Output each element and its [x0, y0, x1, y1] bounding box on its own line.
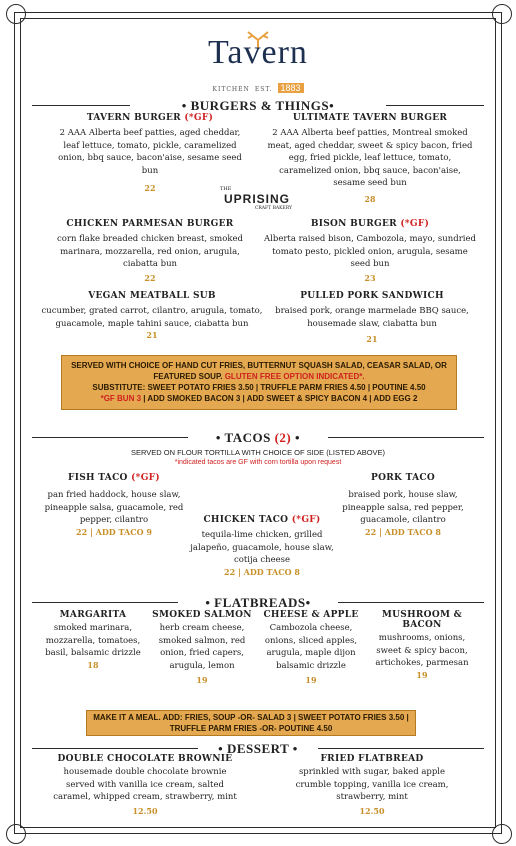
- corner-ornament: [492, 824, 512, 844]
- section-title-flatbreads: • FLATBREADS•: [178, 595, 338, 611]
- menu-item-vegan-sub: VEGAN MEATBALL SUB cucumber, grated carrot, cilantro, arugula, tomato, guacamole, maple tahini sauce, ciabatta bun 21: [41, 291, 263, 340]
- logo: [180, 30, 336, 95]
- corner-ornament: [6, 4, 26, 24]
- tacos-served-note: SERVED ON FLOUR TORTILLA WITH CHOICE OF SIDE (LISTED ABOVE): [130, 448, 386, 457]
- make-it-a-meal-band: MAKE IT A MEAL. ADD: FRIES, SOUP -OR- SALAD 3 | SWEET POTATO FRIES 3.50 | TRUFFLE PARM FRIES -OR- POUTINE 4.50: [86, 710, 416, 736]
- burgers-sides-band: SERVED WITH CHOICE OF HAND CUT FRIES, BUTTERNUT SQUASH SALAD, CEASAR SALAD, OR FEATURED SOUP. GLUTEN FREE OPTION INDICATED*. SUBSTITUTE: SWEET POTATO FRIES 3.50 | TRUFFLE PARM FRIES 4.50 | POUTINE 4.50 *GF BUN 3 | ADD SMOKED BACON 3 | ADD SWEET & SPICY BACON 4 | ADD EGG 2: [61, 355, 457, 410]
- uprising-logo: THE UPRISING CRAFT BAKERY: [220, 186, 292, 211]
- menu-item-pulled-pork: PULLED PORK SANDWICH braised pork, orange marmelade BBQ sauce, housemade slaw, ciabatta bun 21: [275, 291, 469, 344]
- logo-wordmark: Tavern: [208, 34, 308, 71]
- menu-item-smoked-salmon: SMOKED SALMON herb cream cheese, smoked salmon, red onion, fried capers, arugula, lemon 19: [152, 610, 252, 685]
- menu-item-fried-flatbread: FRIED FLATBREAD sprinkled with sugar, baked apple crumble topping, vanilla ice cream, strawberry, mint 12.50: [295, 754, 449, 816]
- section-title-burgers: • BURGERS & THINGS•: [130, 98, 386, 114]
- menu-item-fish-taco: FISH TACO (*GF) pan fried haddock, house slaw, pineapple salsa, guacamole, red pepper, cilantro 22 | ADD TACO 9: [44, 473, 184, 537]
- menu-item-mushroom-bacon: MUSHROOM & BACON mushrooms, onions, sweet & spicy bacon, artichokes, parmesan 19: [375, 610, 469, 680]
- menu-item-brownie: DOUBLE CHOCOLATE BROWNIE housemade double chocolate brownie served with vanilla ice cream, salted caramel, whipped cream, strawberry, mint 12.50: [53, 754, 237, 816]
- logo-est: EST.: [254, 86, 273, 93]
- menu-item-bison-burger: BISON BURGER (*GF) Alberta raised bison, Cambozola, mayo, sundried tomato pesto, pickled onion, arugula, sesame seed bun 23: [264, 219, 476, 283]
- menu-item-ultimate-burger: ULTIMATE TAVERN BURGER 2 AAA Alberta beef patties, Montreal smoked meat, aged cheddar, sweet & spicy bacon, fried egg, fried pickle, leaf lettuce, tomato, caramelized onion, bbq sauce, bacon'aise, sesame seed bun 28: [267, 113, 473, 204]
- corner-ornament: [492, 4, 512, 24]
- corner-ornament: [6, 824, 26, 844]
- section-title-dessert: • DESSERT •: [198, 741, 318, 757]
- menu-item-tavern-burger: TAVERN BURGER (*GF) 2 AAA Alberta beef patties, aged cheddar, leaf lettuce, tomato, pickle, caramelized onion, bbq sauce, bacon'aise, sesame seed bun 22: [58, 113, 242, 193]
- section-title-tacos: • TACOS (2) •: [188, 430, 328, 446]
- menu-item-cheese-apple: CHEESE & APPLE Cambozola cheese, onions, sliced apples, arugula, maple dijon balsamic drizzle 19: [263, 610, 359, 685]
- menu-item-chicken-burger: CHICKEN PARMESAN BURGER corn flake breaded chicken breast, smoked marinara, mozzarella, red onion, arugula, ciabatta bun 22: [57, 219, 243, 283]
- menu-item-chicken-taco: CHICKEN TACO (*GF) tequila-lime chicken, grilled jalapeño, guacamole, house slaw, cotija cheese 22 | ADD TACO 8: [190, 515, 334, 577]
- tacos-gf-note: *indicated tacos are GF with corn tortilla upon request: [174, 459, 342, 466]
- logo-year: 1883: [278, 83, 304, 93]
- menu-item-pork-taco: PORK TACO braised pork, house slaw, pineapple salsa, red pepper, guacamole, cilantro 22 | ADD TACO 8: [342, 473, 464, 537]
- logo-sub: KITCHEN: [212, 86, 250, 93]
- menu-item-margarita: MARGARITA smoked marinara, mozzarella, tomatoes, basil, balsamic drizzle 18: [45, 610, 141, 670]
